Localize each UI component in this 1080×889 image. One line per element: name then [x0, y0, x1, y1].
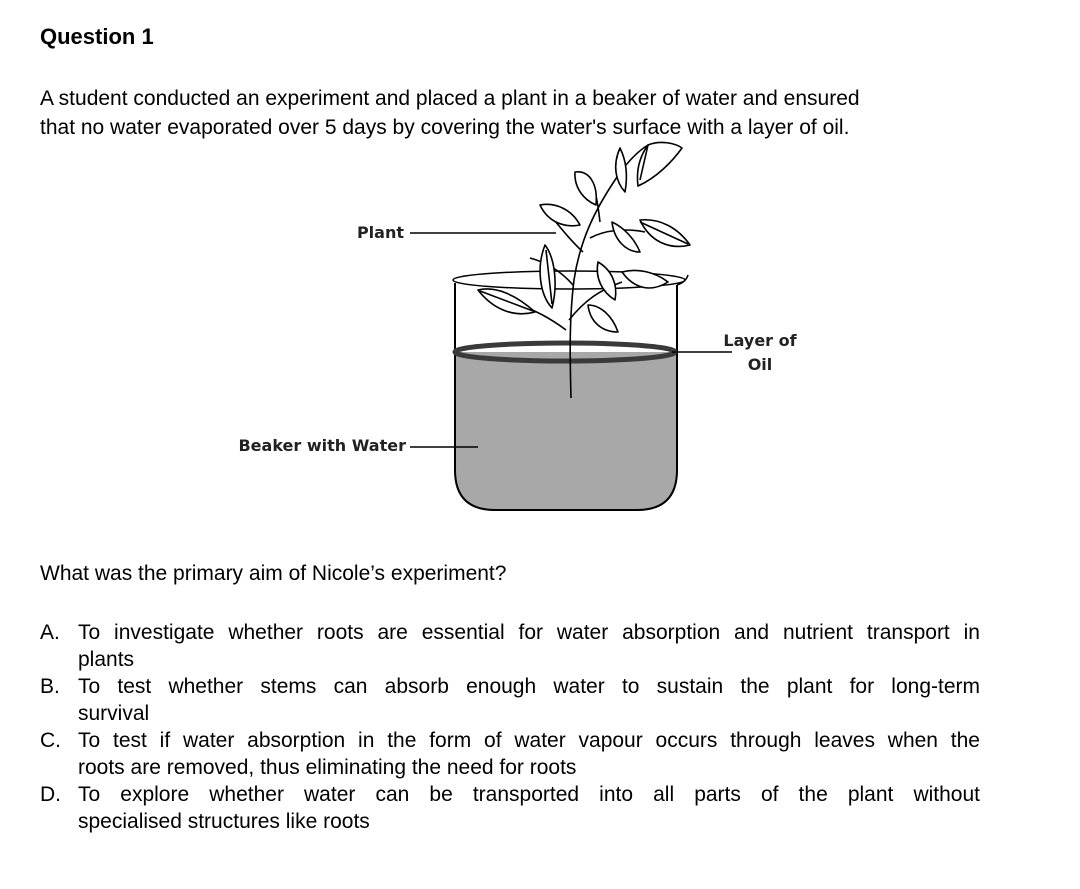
intro-line: that no water evaporated over 5 days by covering the water's surface with a layer of oil. [40, 116, 850, 139]
option-letter: A. [40, 621, 60, 644]
option-text: To explore whether water can be transported into all parts of the plant without specialised structures like roots [78, 783, 980, 833]
option-c[interactable] [40, 727, 980, 781]
intro-line: A student conducted an experiment and placed a plant in a beaker of water and ensured [40, 87, 860, 110]
oil-label-line1: Layer of [723, 331, 797, 350]
leaf [588, 305, 618, 332]
leaf [597, 262, 615, 300]
leaf [622, 270, 668, 288]
oil-label-line2: Oil [747, 355, 773, 374]
leaf [540, 245, 555, 308]
plant-label: Plant [356, 223, 404, 242]
leaf [540, 204, 580, 225]
beaker-label: Beaker with Water [238, 436, 406, 455]
option-text: To investigate whether roots are essential for water absorption and nutrient transport in plants [78, 621, 980, 671]
answer-options [40, 619, 980, 835]
leaf [612, 222, 640, 252]
option-text: To test if water absorption in the form of water vapour occurs through leaves when the roots are removed, thus eliminating the need for roots [78, 729, 980, 779]
water-fill [455, 352, 677, 510]
option-letter: C. [40, 729, 61, 752]
option-a[interactable] [40, 619, 980, 673]
option-text: To test whether stems can absorb enough water to sustain the plant for long-term survival [78, 675, 980, 725]
option-letter: D. [40, 783, 61, 806]
leaf [575, 172, 596, 205]
leaf [616, 148, 627, 192]
question-title: Question 1 [40, 24, 154, 49]
option-d[interactable] [40, 781, 980, 835]
option-letter: B. [40, 675, 60, 698]
option-b[interactable] [40, 673, 980, 727]
question-prompt: What was the primary aim of Nicole’s experiment? [40, 562, 507, 585]
